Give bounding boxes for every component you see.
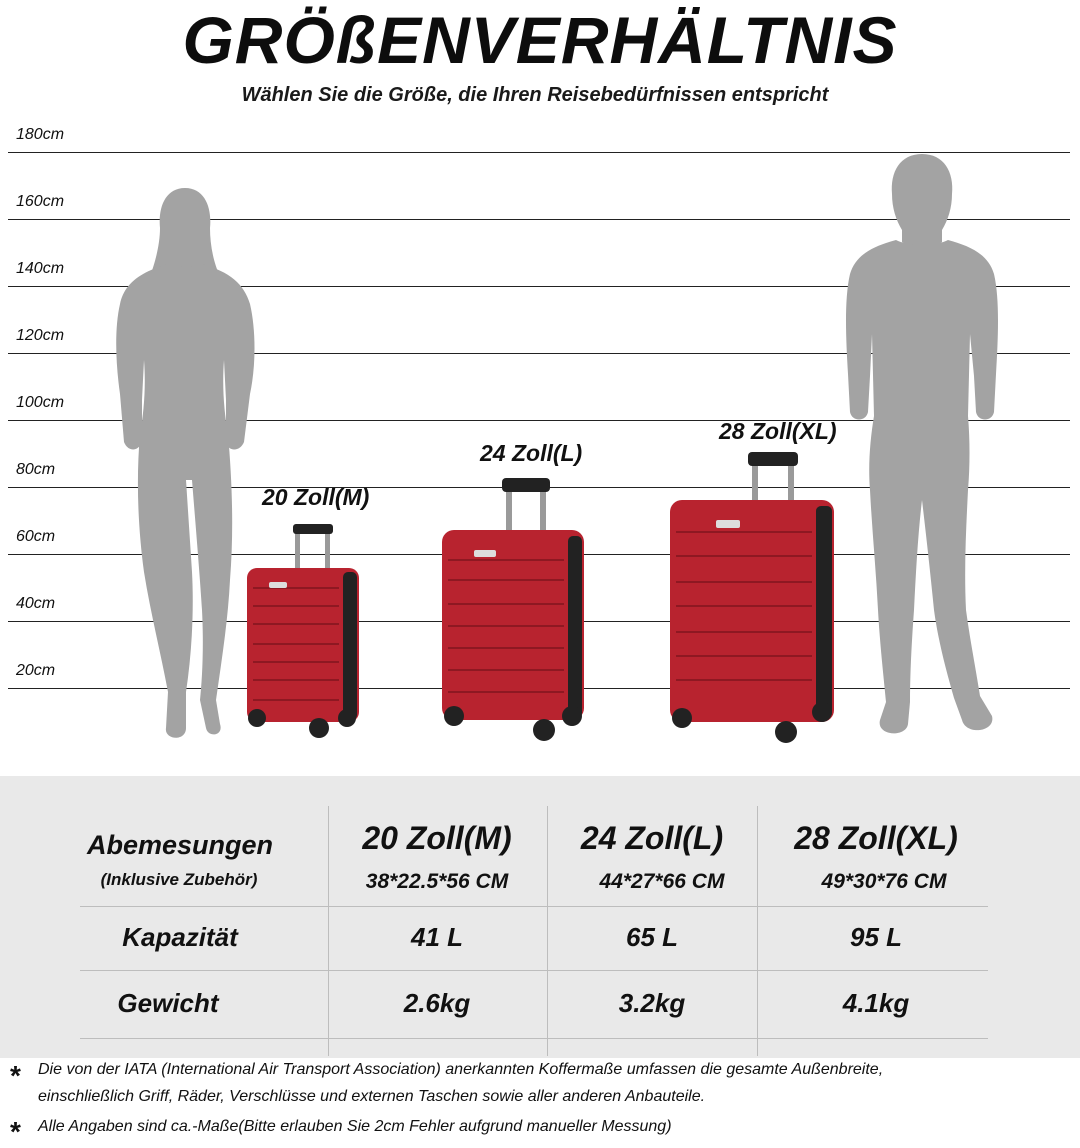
page-title: GRÖßENVERHÄLTNIS xyxy=(182,3,898,77)
scale-label: 120cm xyxy=(16,327,65,344)
column-size-l: 24 Zoll(L) xyxy=(580,820,724,856)
column-size-m: 20 Zoll(M) xyxy=(362,820,512,856)
asterisk-icon: * xyxy=(10,1116,21,1147)
column-dims-m: 38*22.5*56 CM xyxy=(365,870,509,893)
footnote-measurement: Alle Angaben sind ca.-Maße(Bitte erlauben Sie 2cm Fehler aufgrund manueller Messung) xyxy=(38,1118,672,1135)
scale-label: 100cm xyxy=(16,394,65,411)
weight-l: 3.2kg xyxy=(618,988,686,1018)
capacity-l: 65 L xyxy=(625,922,679,952)
suitcase-xl xyxy=(666,450,838,746)
page-subtitle: Wählen Sie die Größe, die Ihren Reisebedürfnissen entspricht xyxy=(241,84,829,106)
capacity-xl: 95 L xyxy=(849,922,903,952)
table-divider xyxy=(328,806,329,1056)
scale-label: 60cm xyxy=(16,528,56,545)
weight-m: 2.6kg xyxy=(403,988,471,1018)
suitcase-l xyxy=(438,476,588,744)
asterisk-icon: * xyxy=(10,1060,21,1091)
suitcase-m xyxy=(243,522,363,744)
scale-label: 180cm xyxy=(16,126,65,143)
specs-table xyxy=(0,776,1080,1058)
table-divider xyxy=(80,906,988,907)
suitcase-label-xl: 28 Zoll(XL) xyxy=(719,418,837,444)
footnote-iata-line2: einschließlich Griff, Räder, Verschlüsse und externen Taschen sowie aller anderen Anbauteile. xyxy=(38,1088,706,1105)
suitcase-label-m: 20 Zoll(M) xyxy=(262,484,370,510)
footnote-iata-line1: Die von der IATA (International Air Transport Association) anerkannten Koffermaße umfassen die gesamte Außenbreite, xyxy=(38,1061,884,1078)
column-dims-xl: 49*30*76 CM xyxy=(821,870,947,893)
weight-label: Gewicht xyxy=(117,988,219,1018)
weight-xl: 4.1kg xyxy=(842,988,910,1018)
dimensions-note: (Inklusive Zubehör) xyxy=(100,870,258,889)
scale-label: 160cm xyxy=(16,193,65,210)
scale-label: 80cm xyxy=(16,461,56,478)
capacity-m: 41 L xyxy=(410,922,464,952)
suitcase-label-l: 24 Zoll(L) xyxy=(480,440,583,466)
capacity-label: Kapazität xyxy=(122,922,238,952)
man-silhouette xyxy=(840,150,1005,742)
scale-label: 140cm xyxy=(16,260,65,277)
dimensions-label: Abemesungen xyxy=(86,830,274,860)
table-divider xyxy=(757,806,758,1056)
scale-label: 40cm xyxy=(16,595,56,612)
scale-label: 20cm xyxy=(16,662,56,679)
woman-silhouette xyxy=(110,180,260,745)
column-size-xl: 28 Zoll(XL) xyxy=(794,820,958,856)
table-divider xyxy=(80,970,988,971)
table-divider xyxy=(80,1038,988,1039)
column-dims-l: 44*27*66 CM xyxy=(599,870,725,893)
